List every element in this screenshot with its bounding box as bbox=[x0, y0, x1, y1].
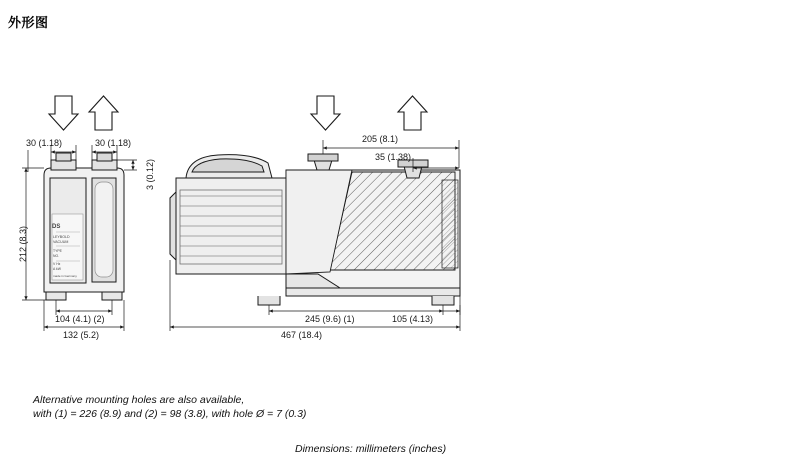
dim-bottom-105: 105 (4.13) bbox=[392, 314, 434, 324]
side-view bbox=[170, 154, 460, 305]
flow-arrows bbox=[49, 96, 427, 130]
units-note: Dimensions: millimeters (inches) bbox=[295, 443, 447, 455]
svg-text:NO.: NO. bbox=[53, 254, 60, 258]
dim-total-467: 467 (18.4) bbox=[281, 330, 323, 340]
dim-top-left-30: 30 (1.18) bbox=[26, 138, 63, 148]
page-title: 外形图 bbox=[8, 15, 49, 30]
alt-mounting-note-line2: with (1) = 226 (8.9) and (2) = 98 (3.8), with hole Ø = 7 (0.3) bbox=[33, 408, 307, 420]
svg-text:TYPE: TYPE bbox=[53, 249, 62, 253]
dim-inner-104: 104 (4.1) (2) bbox=[55, 314, 105, 324]
svg-text:VACUUM: VACUUM bbox=[53, 240, 69, 244]
svg-text:A kW: A kW bbox=[53, 267, 61, 271]
svg-text:LEYBOLD: LEYBOLD bbox=[53, 235, 70, 239]
dim-bottom-245: 245 (9.6) (1) bbox=[305, 314, 355, 324]
dim-top-right-30: 30 (1.18) bbox=[95, 138, 132, 148]
dim-span-205: 205 (8.1) bbox=[362, 134, 399, 144]
svg-text:DS: DS bbox=[52, 224, 61, 230]
dim-top-35: 35 (1.38) bbox=[375, 152, 412, 162]
alt-mounting-note-line1: Alternative mounting holes are also available, bbox=[33, 394, 245, 406]
dim-small-3: 3 (0.12) bbox=[145, 158, 155, 190]
dim-height-212: 212 (8.3) bbox=[18, 225, 28, 262]
svg-text:made in Germany: made in Germany bbox=[53, 274, 77, 278]
dim-outer-132: 132 (5.2) bbox=[63, 330, 100, 340]
svg-text:V Hz: V Hz bbox=[53, 262, 61, 266]
